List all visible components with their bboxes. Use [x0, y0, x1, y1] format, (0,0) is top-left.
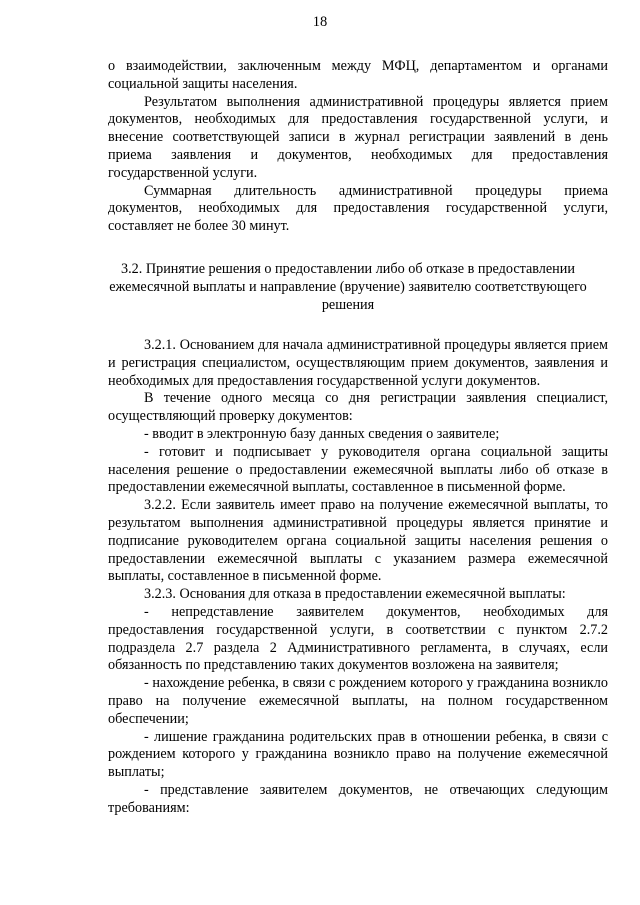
section-title: 3.2. Принятие решения о предоставлении либо об отказе в предоставлении ежемесячной выплаты и направление (вручение) заявителю соответствующего решения — [109, 260, 587, 313]
list-item-invalid-documents: - представление заявителем документов, не отвечающих следующим требованиям: — [108, 781, 608, 816]
paragraph-3-2-3: 3.2.3. Основания для отказа в предоставлении ежемесячной выплаты: — [144, 586, 566, 603]
paragraph-one-month: В течение одного месяца со дня регистрации заявления специалист, осуществляющий проверку документов: — [108, 390, 608, 425]
paragraph-3-2-1: 3.2.1. Основанием для начала административной процедуры является прием и регистрация специалистом, осуществляющим прием документов, заявления и необходимых для предоставления государственной услуги документов. — [108, 336, 608, 389]
page-number: 18 — [312, 14, 328, 30]
list-item-parental-rights: - лишение гражданина родительских прав в отношении ребенка, в связи с рождением которого у гражданина возникло право на получение ежемесячной выплаты; — [108, 728, 608, 781]
list-item-state-support: - нахождение ребенка, в связи с рождением которого у гражданина возникло право на получение ежемесячной выплаты, на полном государственном обеспечении; — [108, 675, 608, 727]
paragraph-continuation: о взаимодействии, заключенным между МФЦ, департаментом и органами социальной защиты населения. — [108, 58, 608, 92]
list-item-enter-data: - вводит в электронную базу данных сведения о заявителе; — [144, 425, 500, 442]
paragraph-total-duration: Суммарная длительность административной процедуры приема документов, необходимых для предоставления государственной услуги, составляет не более 30 минут. — [108, 182, 608, 235]
paragraph-result-procedure: Результатом выполнения административной процедуры является прием документов, необходимых для предоставления государственной услуги, и внесение соответствующей записи в журнал регистрации заявлений в день приема заявления и документов, необходимых для предоставления государственной услуги. — [108, 93, 608, 181]
list-item-prepare-decision: - готовит и подписывает у руководителя органа социальной защиты населения решение о предоставлении ежемесячной выплаты либо об отказе в предоставлении ежемесячной выплаты, составленное в письменной форме. — [108, 443, 608, 496]
document-body — [108, 58, 608, 817]
list-item-non-submission: - непредставление заявителем документов, необходимых для предоставления государственной услуги, в соответствии с пунктом 2.7.2 подраздела 2.7 раздела 2 Административного регламента, в случаях, если обязанность по представлению таких документов возложена на заявителя; — [108, 603, 608, 674]
paragraph-3-2-2: 3.2.2. Если заявитель имеет право на получение ежемесячной выплаты, то результатом выполнения административной процедуры является принятие и подписание руководителем органа социальной защиты населения решения о предоставлении ежемесячной выплаты с указанием размера ежемесячной выплаты, составленное в письменной форме. — [108, 497, 608, 585]
